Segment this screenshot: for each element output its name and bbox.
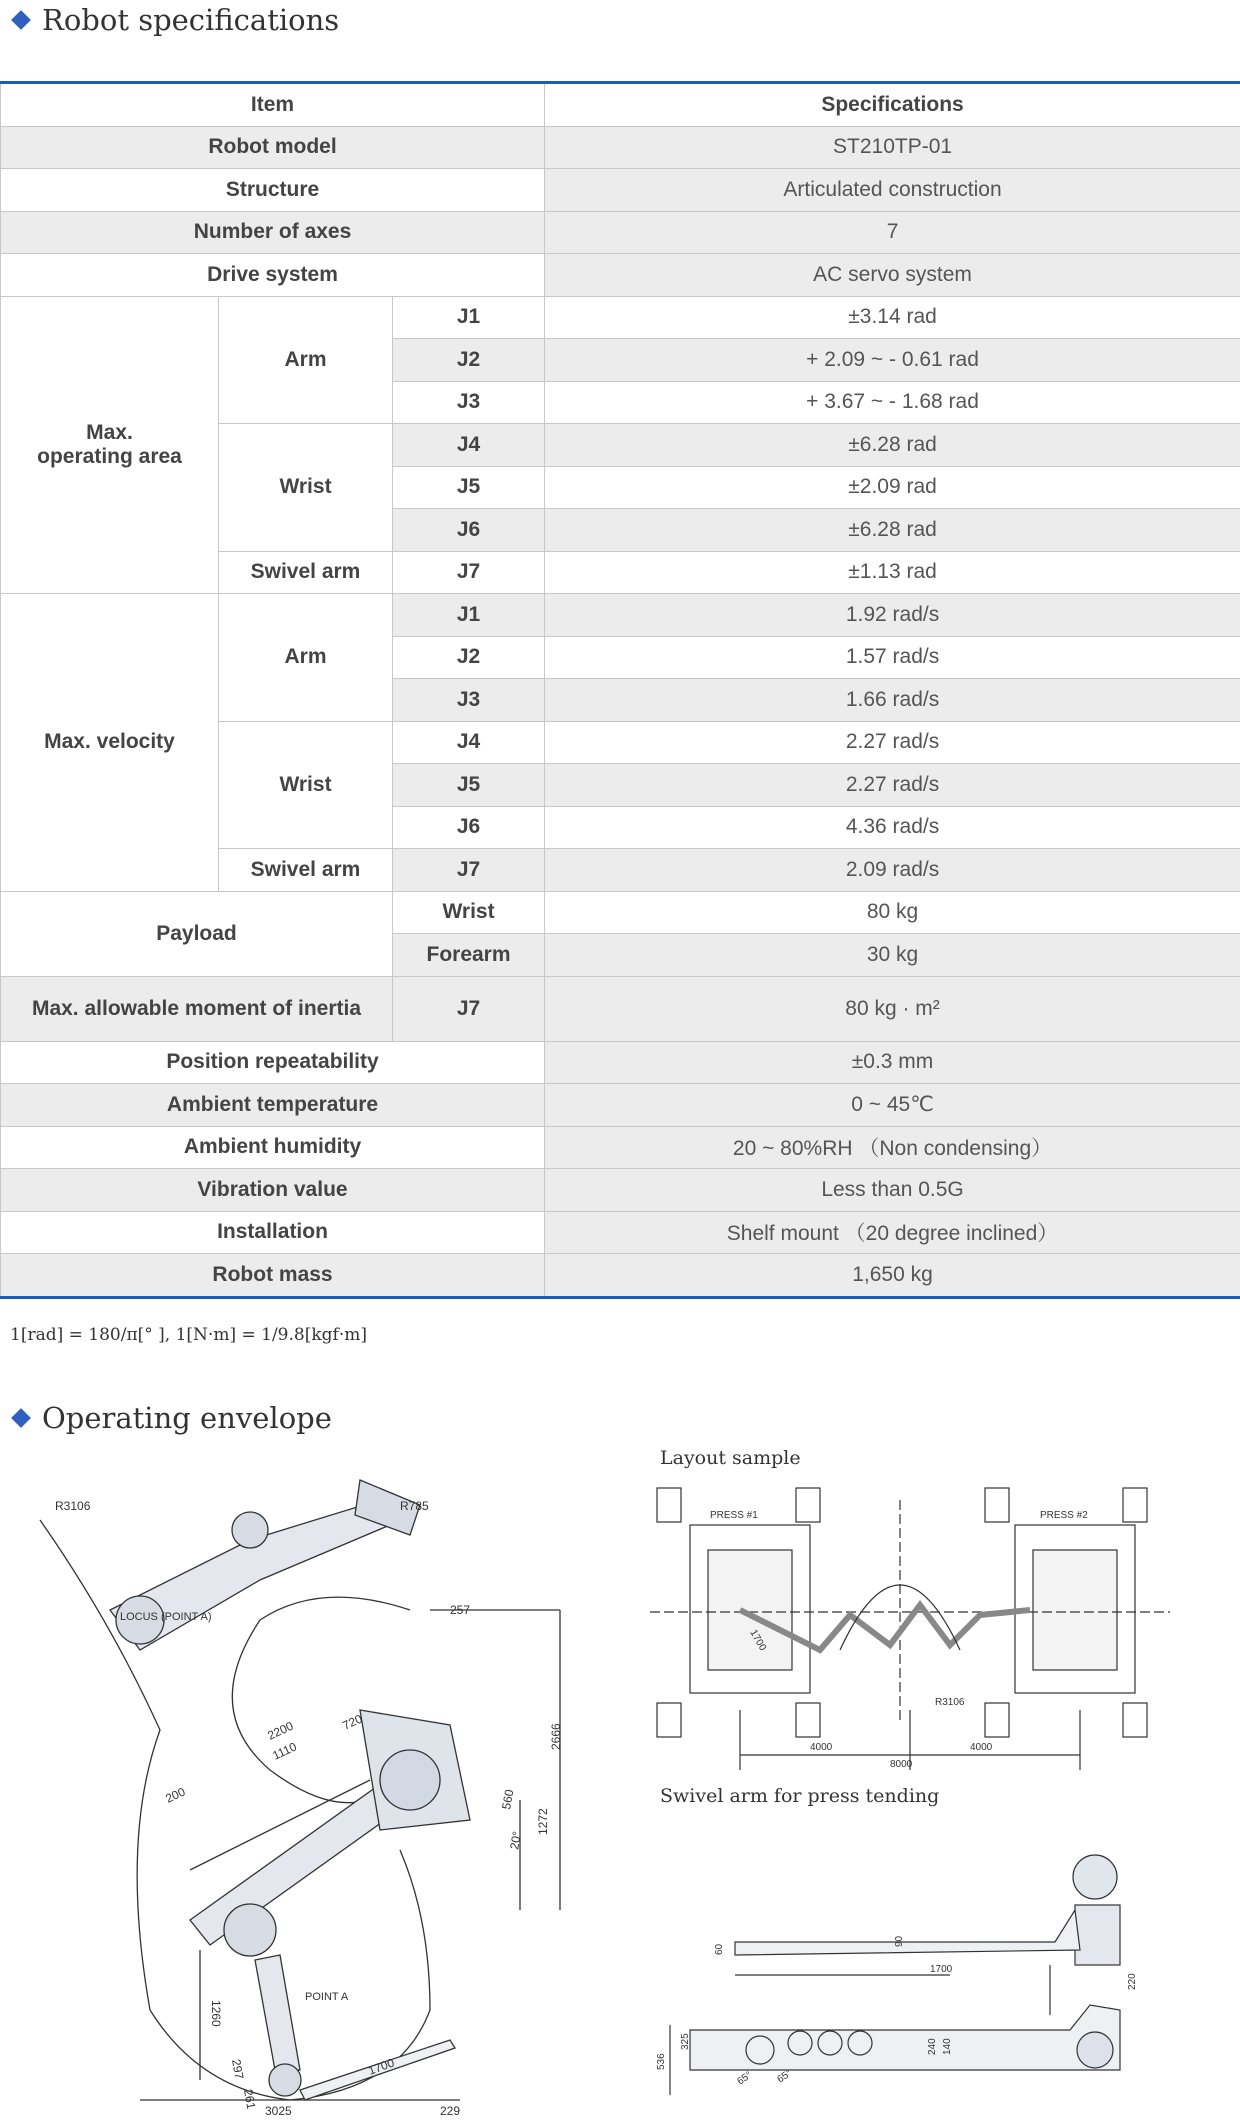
inertia-sub: J7 [393, 976, 545, 1041]
label-r785: R785 [400, 1499, 429, 1513]
label-d1272: 1272 [536, 1808, 550, 1835]
axis-value: + 2.09 ~ - 0.61 rad [545, 339, 1240, 382]
payload-label: Payload [1, 891, 393, 976]
axis-value: 2.27 rad/s [545, 764, 1240, 807]
label-layout-4000a: 4000 [810, 1742, 833, 1753]
axis-value: ±6.28 rad [545, 509, 1240, 552]
envelope-title-text: Operating envelope [42, 1401, 332, 1435]
item-label: Drive system [1, 254, 545, 297]
table-row [1, 211, 1240, 254]
axis-label: J4 [393, 424, 545, 467]
operating-envelope-drawing [0, 1450, 640, 2120]
label-swivel-60: 60 [714, 1943, 725, 1955]
label-d229: 229 [440, 2104, 461, 2118]
item-label: Installation [1, 1211, 545, 1254]
payload-value: 30 kg [545, 934, 1240, 977]
swivel-arm-drawing [650, 1815, 1170, 2115]
payload-sub: Forearm [393, 934, 545, 977]
subgroup-label: Swivel arm [219, 551, 393, 594]
inertia-label: Max. allowable moment of inertia [1, 976, 393, 1041]
axis-value: ±2.09 rad [545, 466, 1240, 509]
axis-label: J6 [393, 509, 545, 552]
axis-value: 1.57 rad/s [545, 636, 1240, 679]
label-swivel-240: 240 [927, 2038, 938, 2055]
label-point-a: POINT A [305, 1991, 349, 2003]
axis-label: J5 [393, 466, 545, 509]
swivel-arm-title: Swivel arm for press tending [660, 1785, 940, 1807]
table-row [1, 1126, 1240, 1169]
specs-title-text: Robot specifications [42, 3, 340, 37]
payload-value: 80 kg [545, 891, 1240, 934]
axis-label: J7 [393, 849, 545, 892]
table-row [1, 594, 1240, 637]
axis-label: J5 [393, 764, 545, 807]
label-d20: 20° [507, 1830, 525, 1851]
subgroup-label: Arm [219, 594, 393, 722]
table-row [1, 1169, 1240, 1212]
item-label: Robot mass [1, 1254, 545, 1298]
label-swivel-325: 325 [680, 2033, 691, 2050]
label-d1110: 1110 [270, 1739, 299, 1763]
item-value: Shelf mount （20 degree inclined） [545, 1211, 1240, 1254]
axis-label: J1 [393, 296, 545, 339]
item-label: Number of axes [1, 211, 545, 254]
axis-label: J3 [393, 679, 545, 722]
table-row [1, 296, 1240, 339]
item-value: 0 ~ 45℃ [545, 1084, 1240, 1127]
group-label: Max. operating area [1, 296, 219, 594]
label-d560: 560 [499, 1788, 517, 1811]
item-value: 20 ~ 80%RH （Non condensing） [545, 1126, 1240, 1169]
table-row [1, 169, 1240, 212]
subgroup-label: Arm [219, 296, 393, 424]
item-value: 1,650 kg [545, 1254, 1240, 1298]
table-row [1, 1211, 1240, 1254]
axis-label: J4 [393, 721, 545, 764]
axis-value: ±1.13 rad [545, 551, 1240, 594]
item-label: Position repeatability [1, 1041, 545, 1084]
layout-sample-drawing [650, 1480, 1170, 1775]
label-swivel-65a: 65° [735, 2069, 755, 2088]
axis-value: 2.27 rad/s [545, 721, 1240, 764]
item-value: ±0.3 mm [545, 1041, 1240, 1084]
label-layout-r3106: R3106 [935, 1697, 965, 1708]
layout-sample-title: Layout sample [660, 1447, 801, 1469]
header-spec: Specifications [545, 83, 1240, 127]
group-label: Max. velocity [1, 594, 219, 892]
table-row [1, 1084, 1240, 1127]
envelope-section-title [8, 1398, 332, 1438]
header-item: Item [1, 83, 545, 127]
label-d720: 720 [340, 1711, 365, 1733]
axis-value: ±6.28 rad [545, 424, 1240, 467]
table-row [1, 1041, 1240, 1084]
axis-value: 1.66 rad/s [545, 679, 1240, 722]
diamond-bullet-icon [11, 10, 31, 30]
axis-label: J2 [393, 339, 545, 382]
item-value: 7 [545, 211, 1240, 254]
label-d200: 200 [163, 1784, 188, 1806]
axis-label: J6 [393, 806, 545, 849]
diamond-bullet-icon [11, 1408, 31, 1428]
label-d3025: 3025 [265, 2104, 292, 2118]
label-swivel-536: 536 [656, 2053, 667, 2070]
table-row [1, 891, 1240, 934]
label-locus: LOCUS (POINT A) [120, 1611, 212, 1623]
label-layout-8000: 8000 [890, 1759, 913, 1770]
axis-value: 2.09 rad/s [545, 849, 1240, 892]
axis-label: J3 [393, 381, 545, 424]
label-swivel-65b: 65° [775, 2067, 795, 2086]
label-swivel-220: 220 [1127, 1973, 1138, 1990]
axis-value: 4.36 rad/s [545, 806, 1240, 849]
label-r3106: R3106 [55, 1499, 91, 1513]
specs-section-title [8, 0, 339, 40]
spec-table [0, 81, 1240, 1299]
item-value: ST210TP-01 [545, 126, 1240, 169]
axis-label: J2 [393, 636, 545, 679]
item-label: Ambient humidity [1, 1126, 545, 1169]
label-swivel-140: 140 [942, 2038, 953, 2055]
item-value: Less than 0.5G [545, 1169, 1240, 1212]
unit-note: 1[rad] = 180/π[° ], 1[N·m] = 1/9.8[kgf·m] [10, 1325, 367, 1345]
label-press1: PRESS #1 [710, 1510, 758, 1521]
label-d261: 261 [241, 2088, 259, 2111]
item-value: AC servo system [545, 254, 1240, 297]
label-swivel-1700: 1700 [930, 1964, 953, 1975]
item-label: Structure [1, 169, 545, 212]
item-label: Ambient temperature [1, 1084, 545, 1127]
inertia-value: 80 kg · m² [545, 976, 1240, 1041]
label-d1700: 1700 [366, 2055, 397, 2078]
label-d2200: 2200 [265, 1718, 296, 1743]
table-row [1, 83, 1240, 127]
subgroup-label: Swivel arm [219, 849, 393, 892]
subgroup-label: Wrist [219, 424, 393, 552]
payload-sub: Wrist [393, 891, 545, 934]
axis-value: + 3.67 ~ - 1.68 rad [545, 381, 1240, 424]
axis-value: ±3.14 rad [545, 296, 1240, 339]
label-layout-4000b: 4000 [970, 1742, 993, 1753]
axis-label: J1 [393, 594, 545, 637]
item-value: Articulated construction [545, 169, 1240, 212]
subgroup-label: Wrist [219, 721, 393, 849]
table-row [1, 976, 1240, 1041]
label-d1260: 1260 [209, 2000, 223, 2027]
table-row [1, 1254, 1240, 1298]
label-d297: 297 [229, 2058, 247, 2081]
label-press2: PRESS #2 [1040, 1510, 1088, 1521]
item-label: Vibration value [1, 1169, 545, 1212]
label-swivel-90: 90 [894, 1935, 905, 1947]
label-d2666: 2666 [549, 1723, 563, 1750]
table-row [1, 254, 1240, 297]
label-layout-1700: 1700 [747, 1628, 769, 1653]
item-label: Robot model [1, 126, 545, 169]
axis-value: 1.92 rad/s [545, 594, 1240, 637]
table-row [1, 126, 1240, 169]
label-d257: 257 [450, 1603, 471, 1617]
axis-label: J7 [393, 551, 545, 594]
